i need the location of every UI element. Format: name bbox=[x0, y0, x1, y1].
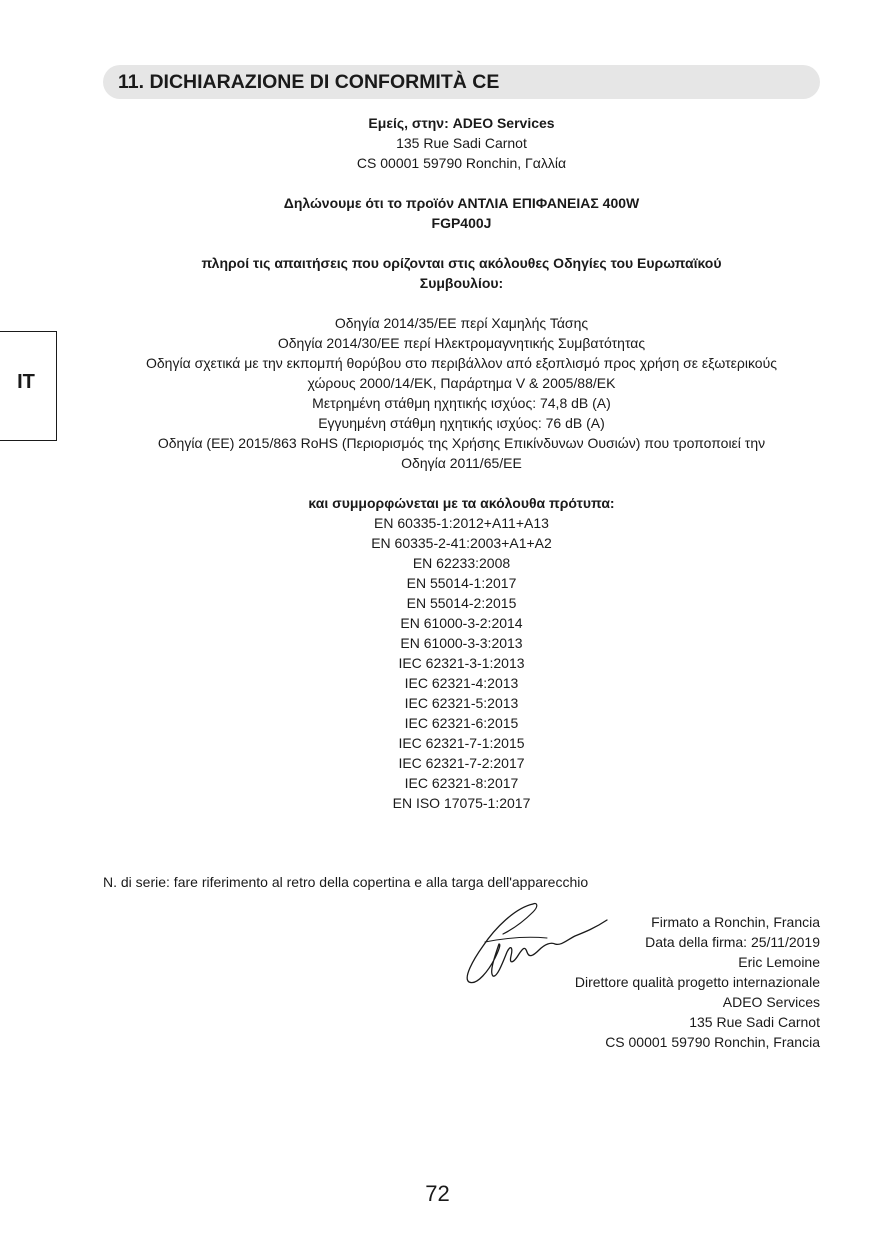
language-tab bbox=[0, 331, 57, 441]
directive-line: Οδηγία 2014/35/ΕΕ περί Χαμηλής Τάσης bbox=[334, 315, 589, 331]
standard-item: EN 55014-1:2017 bbox=[406, 575, 517, 591]
product-statement: Δηλώνουμε ότι το προϊόν ΑΝΤΛΙΑ ΕΠΙΦΑΝΕΙΑΣ 400W bbox=[283, 195, 640, 211]
standard-item: EN 60335-1:2012+A11+A13 bbox=[374, 515, 549, 531]
requirements-line-2: Συμβουλίου: bbox=[419, 275, 504, 291]
directive-line: Οδηγία 2011/65/ΕΕ bbox=[401, 455, 522, 471]
directive-line: Εγγυημένη στάθμη ηχητικής ισχύος: 76 dB (A) bbox=[318, 415, 605, 431]
standards-list bbox=[103, 493, 820, 813]
declarant-block bbox=[103, 113, 820, 173]
directive-line: Οδηγία 2014/30/ΕΕ περί Ηλεκτρομαγνητικής Συμβατότητας bbox=[277, 335, 646, 351]
standard-item: EN 61000-3-2:2014 bbox=[400, 615, 523, 631]
standard-item: EN ISO 17075-1:2017 bbox=[392, 795, 531, 811]
standard-item: IEC 62321-4:2013 bbox=[404, 675, 519, 691]
signatory-street: 135 Rue Sadi Carnot bbox=[689, 1014, 820, 1030]
directive-line: Οδηγία σχετικά με την εκπομπή θορύβου στο περιβάλλον από εξοπλισμό προς χρήση σε εξωτερικούς bbox=[146, 355, 777, 371]
declarant-street: 135 Rue Sadi Carnot bbox=[396, 135, 527, 151]
language-code: IT bbox=[17, 371, 35, 393]
standard-item: EN 55014-2:2015 bbox=[406, 595, 517, 611]
signatory-name: Eric Lemoine bbox=[738, 954, 820, 970]
declarant-line: Εμείς, στην: ADEO Services bbox=[368, 115, 555, 131]
standards-heading: και συμμορφώνεται με τα ακόλουθα πρότυπα: bbox=[308, 495, 615, 511]
standard-item: IEC 62321-3-1:2013 bbox=[398, 655, 525, 671]
product-block bbox=[103, 193, 820, 233]
standard-item: EN 61000-3-3:2013 bbox=[400, 635, 523, 651]
requirements-block bbox=[103, 253, 820, 293]
signing-place: Firmato a Ronchin, Francia bbox=[651, 914, 820, 930]
signatory-company: ADEO Services bbox=[722, 994, 820, 1010]
signing-date: Data della firma: 25/11/2019 bbox=[645, 934, 820, 950]
directives-list bbox=[103, 313, 820, 473]
signatory-block bbox=[575, 912, 820, 1052]
standard-item: IEC 62321-7-1:2015 bbox=[398, 735, 525, 751]
standard-item: IEC 62321-8:2017 bbox=[404, 775, 519, 791]
standard-item: IEC 62321-7-2:2017 bbox=[398, 755, 525, 771]
standard-item: IEC 62321-6:2015 bbox=[404, 715, 519, 731]
directive-line: Οδηγία (ΕΕ) 2015/863 RoHS (Περιορισμός της Χρήσης Επικίνδυνων Ουσιών) που τροποποιεί την bbox=[157, 435, 766, 451]
requirements-line-1: πληροί τις απαιτήσεις που ορίζονται στις ακόλουθες Οδηγίες του Ευρωπαϊκού bbox=[201, 255, 722, 271]
section-header-bar bbox=[103, 65, 820, 99]
directive-line: χώρους 2000/14/ΕΚ, Παράρτημα V & 2005/88/ΕΚ bbox=[307, 375, 616, 391]
signatory-city: CS 00001 59790 Ronchin, Francia bbox=[605, 1034, 820, 1050]
page-number: 72 bbox=[425, 1181, 450, 1206]
product-model: FGP400J bbox=[431, 215, 492, 231]
standard-item: EN 60335-2-41:2003+A1+A2 bbox=[371, 535, 552, 551]
directive-line: Μετρημένη στάθμη ηχητικής ισχύος: 74,8 dB (A) bbox=[312, 395, 611, 411]
declarant-city: CS 00001 59790 Ronchin, Γαλλία bbox=[356, 155, 567, 171]
section-title: 11. DICHIARAZIONE DI CONFORMITÀ CE bbox=[118, 71, 500, 93]
standard-item: IEC 62321-5:2013 bbox=[404, 695, 519, 711]
serial-number-note: N. di serie: fare riferimento al retro della copertina e alla targa dell'apparecchio bbox=[103, 874, 589, 890]
standard-item: EN 62233:2008 bbox=[412, 555, 511, 571]
signatory-role: Direttore qualità progetto internazionale bbox=[574, 974, 820, 990]
